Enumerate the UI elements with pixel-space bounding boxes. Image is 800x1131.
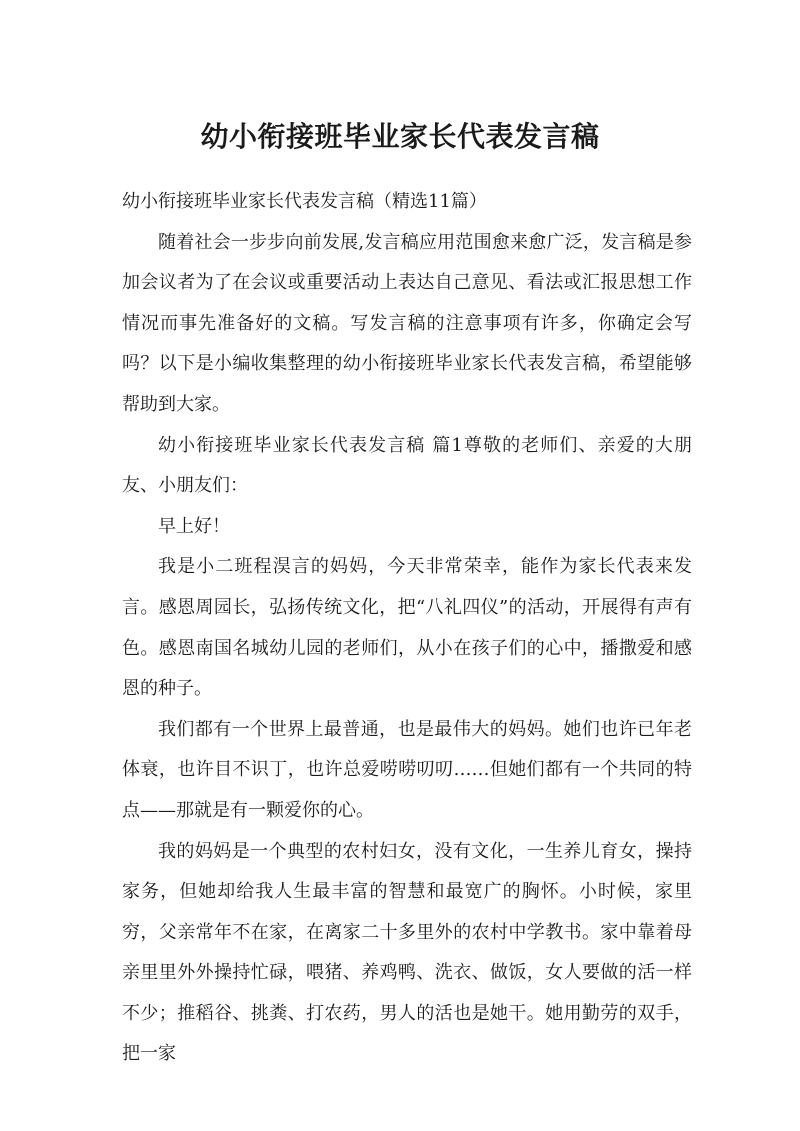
paragraph-greeting: 早上好！ (158, 515, 230, 537)
paragraph-intro: 随着社会一步步向前发展,发言稿应用范围愈来愈广泛，发言稿是参加会议者为了在会议或重要活动上表达自己意见、看法或汇报思想工作情况而事先准备好的文稿。写发言稿的注意事项有许多，你确定会写吗？以下是小编收集整理的幼小衔接班毕业家长代表发言稿，希望能够帮助到大家。 (122, 231, 692, 415)
paragraph-salutation: 幼小衔接班毕业家长代表发言稿 篇1尊敬的老师们、亲爱的大朋友、小朋友们： (122, 434, 692, 497)
paragraph-my-mother: 我的妈妈是一个典型的农村妇女，没有文化，一生养儿育女，操持家务，但她却给我人生最丰富的智慧和最宽广的胸怀。小时候，家里穷，父亲常年不在家，在离家二十多里外的农村中学教书。家中靠着母亲里里外外操持忙碌，喂猪、养鸡鸭、洗衣、做饭，女人要做的活一样不少；推稻谷、挑粪、打农药，男人的活也是她干。她用勤劳的双手，把一家 (122, 840, 692, 1065)
paragraph-mothers: 我们都有一个世界上最普通，也是最伟大的妈妈。她们也许已年老体衰，也许目不识丁，也许总爱唠唠叨叨……但她们都有一个共同的特点——那就是有一颗爱你的心。 (122, 718, 692, 821)
paragraph-self-intro: 我是小二班程淏言的妈妈，今天非常荣幸，能作为家长代表来发言。感恩周园长，弘扬传统文化，把“八礼四仪”的活动，开展得有声有色。感恩南国名城幼儿园的老师们，从小在孩子们的心中，播撒爱和感恩的种子。 (122, 556, 692, 700)
document-body (122, 182, 692, 1075)
document-subtitle: 幼小衔接班毕业家长代表发言稿（精选11篇） (122, 191, 487, 212)
document-title: 幼小衔接班毕业家长代表发言稿 (200, 119, 600, 153)
